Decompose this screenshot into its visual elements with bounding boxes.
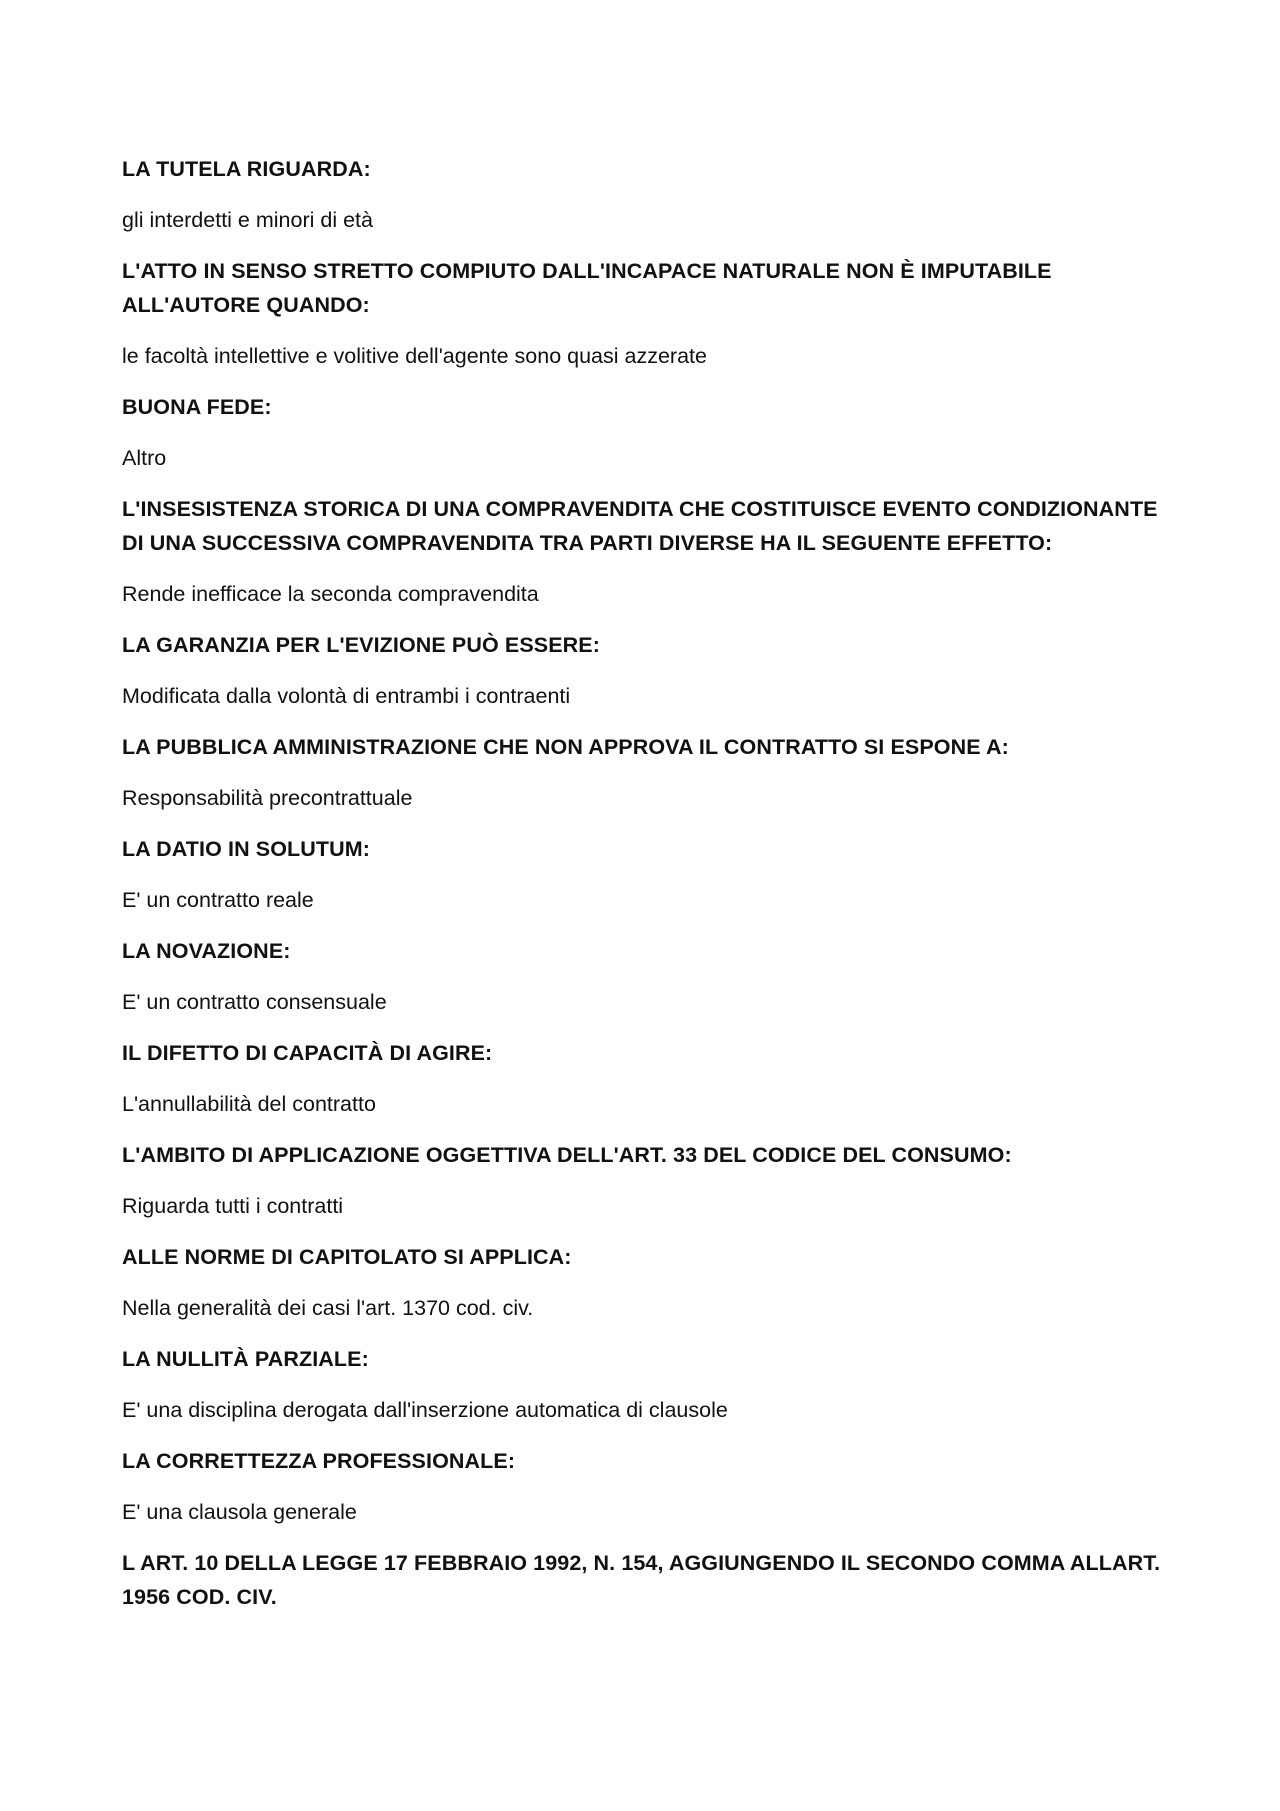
qa-item bbox=[122, 1138, 1162, 1223]
qa-item bbox=[122, 1444, 1162, 1529]
question-text: L'AMBITO DI APPLICAZIONE OGGETTIVA DELL'ART. 33 DEL CODICE DEL CONSUMO: bbox=[122, 1143, 1012, 1167]
answer-text: Nella generalità dei casi l'art. 1370 cod. civ. bbox=[122, 1296, 534, 1320]
qa-item bbox=[122, 628, 1162, 713]
qa-item bbox=[122, 934, 1162, 1019]
qa-item bbox=[122, 832, 1162, 917]
qa-item bbox=[122, 492, 1162, 611]
qa-item bbox=[122, 152, 1162, 237]
qa-item bbox=[122, 254, 1162, 373]
answer-text: Responsabilità precontrattuale bbox=[122, 786, 413, 810]
answer-text: Modificata dalla volontà di entrambi i contraenti bbox=[122, 684, 571, 708]
answer-text: E' una clausola generale bbox=[122, 1500, 357, 1524]
qa-item bbox=[122, 1342, 1162, 1427]
answer-text: gli interdetti e minori di età bbox=[122, 208, 373, 232]
question-text: LA NOVAZIONE: bbox=[122, 939, 291, 963]
answer-text: E' un contratto reale bbox=[122, 888, 314, 912]
question-text: LA NULLITÀ PARZIALE: bbox=[122, 1347, 369, 1371]
answer-text: Altro bbox=[122, 446, 167, 470]
question-text: LA CORRETTEZZA PROFESSIONALE: bbox=[122, 1449, 516, 1473]
question-text: L'INSESISTENZA STORICA DI UNA COMPRAVENDITA CHE COSTITUISCE EVENTO CONDIZIONANTE DI UNA SUCCESSIVA COMPRAVENDITA TRA PARTI DIVERSE HA IL SEGUENTE EFFETTO: bbox=[122, 497, 1158, 555]
answer-text: le facoltà intellettive e volitive dell'agente sono quasi azzerate bbox=[122, 344, 707, 368]
question-text: LA GARANZIA PER L'EVIZIONE PUÒ ESSERE: bbox=[122, 633, 600, 657]
answer-text: L'annullabilità del contratto bbox=[122, 1092, 376, 1116]
question-text: IL DIFETTO DI CAPACITÀ DI AGIRE: bbox=[122, 1041, 493, 1065]
question-text: L'ATTO IN SENSO STRETTO COMPIUTO DALL'INCAPACE NATURALE NON È IMPUTABILE ALL'AUTORE QUANDO: bbox=[122, 259, 1052, 317]
qa-item bbox=[122, 730, 1162, 815]
question-text: LA DATIO IN SOLUTUM: bbox=[122, 837, 371, 861]
question-text: LA PUBBLICA AMMINISTRAZIONE CHE NON APPROVA IL CONTRATTO SI ESPONE A: bbox=[122, 735, 1009, 759]
qa-item bbox=[122, 1546, 1162, 1614]
question-text: BUONA FEDE: bbox=[122, 395, 272, 419]
answer-text: E' un contratto consensuale bbox=[122, 990, 387, 1014]
document-page bbox=[122, 152, 1162, 1631]
qa-item bbox=[122, 1036, 1162, 1121]
question-text: ALLE NORME DI CAPITOLATO SI APPLICA: bbox=[122, 1245, 572, 1269]
qa-item bbox=[122, 1240, 1162, 1325]
question-text: LA TUTELA RIGUARDA: bbox=[122, 157, 371, 181]
answer-text: Riguarda tutti i contratti bbox=[122, 1194, 344, 1218]
qa-item bbox=[122, 390, 1162, 475]
answer-text: E' una disciplina derogata dall'inserzione automatica di clausole bbox=[122, 1398, 728, 1422]
question-text: L ART. 10 DELLA LEGGE 17 FEBBRAIO 1992, N. 154, AGGIUNGENDO IL SECONDO COMMA ALLART. 1956 COD. CIV. bbox=[122, 1551, 1161, 1609]
answer-text: Rende inefficace la seconda compravendita bbox=[122, 582, 539, 606]
